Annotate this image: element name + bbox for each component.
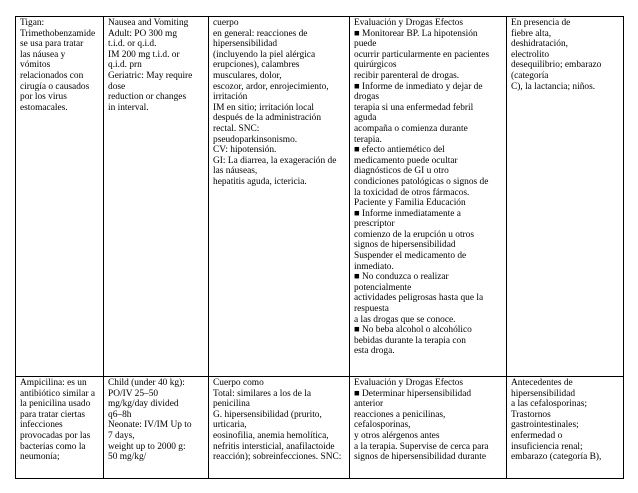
adverse-effects-cell: Cuerpo como Total: similares a los de la penicilina G. hipersensibilidad (prurito, urticaria, eosinofilia, anemia hemolítica, nefritis intersticial, anafilactoide reacción); sobreinfecciones. SNC:: [209, 377, 350, 479]
nursing-implications-cell: Evaluación y Drogas Efectos ■ Determinar hipersensibilidad anterior reacciones a penicilinas, cefalosporinas, y otros alérgenos antes a la terapia. Supervise de cerca para signos de hipersensibilidad durante: [350, 377, 507, 479]
contraindications-cell: Antecedentes de hipersensibilidad a las cefalosporinas; Trastornos gastrointestinales; enfermedad o insuficiencia renal; embarazo (categoría B),: [507, 377, 624, 479]
contraindications-cell: En presencia de fiebre alta, deshidratación, electrolito desequilibrio; embarazo (categoría C), la lactancia; niños.: [507, 17, 624, 377]
drug-name-cell: Tigan: Trimethobenzamide se usa para tratar las náusea y vómitos relacionados con cirugía o causados por los virus estomacales.: [16, 17, 104, 377]
dosage-cell: Child (under 40 kg): PO/IV 25–50 mg/kg/day divided q6–8h Neonate: IV/IM Up to 7 days, weight up to 2000 g: 50 mg/kg/: [104, 377, 209, 479]
table-row: [16, 377, 624, 479]
dosage-cell: Nausea and Vomiting Adult: PO 300 mg t.i.d. or q.i.d. IM 200 mg t.i.d. or q.i.d. prn Geriatric: May require dose reduction or changes in interval.: [104, 17, 209, 377]
drug-table: [15, 16, 624, 479]
table-row: [16, 17, 624, 377]
drug-name-cell: Ampicilina: es un antibiótico similar a la penicilina usado para tratar ciertas infecciones provocadas por las bacterias como la neumonía;: [16, 377, 104, 479]
nursing-implications-cell: Evaluación y Drogas Efectos ■ Monitorear BP. La hipotensión puede ocurrir particularmente en pacientes quirúrgicos recibir parenteral de drogas. ■ Informe de inmediato y dejar de drogas terapia si una enfermedad febril aguda acompaña o comienza durante terapia. ■ efecto antiemético del medicamento puede ocultar diagnósticos de GI u otro condiciones patológicas o signos de la toxicidad de otros fármacos. Paciente y Familia Educación ■ Informe inmediatamente a prescriptor comienzo de la erupción u otros signos de hipersensibilidad Suspender el medicamento de inmediato. ■ No conduzca o realizar potencialmente actividades peligrosas hasta que la respuesta a las drogas que se conoce. ■ No beba alcohol o alcohólico bebidas durante la terapia con esta droga.: [350, 17, 507, 377]
adverse-effects-cell: cuerpo en general: reacciones de hipersensibilidad (incluyendo la piel alérgica erupciones), calambres musculares, dolor, escozor, ardor, enrojecimiento, irritación IM en sitio; irritación local después de la administración rectal. SNC: pseudoparkinsonismo. CV: hipotensión. GI: La diarrea, la exageración de las náuseas, hepatitis aguda, ictericia.: [209, 17, 350, 377]
